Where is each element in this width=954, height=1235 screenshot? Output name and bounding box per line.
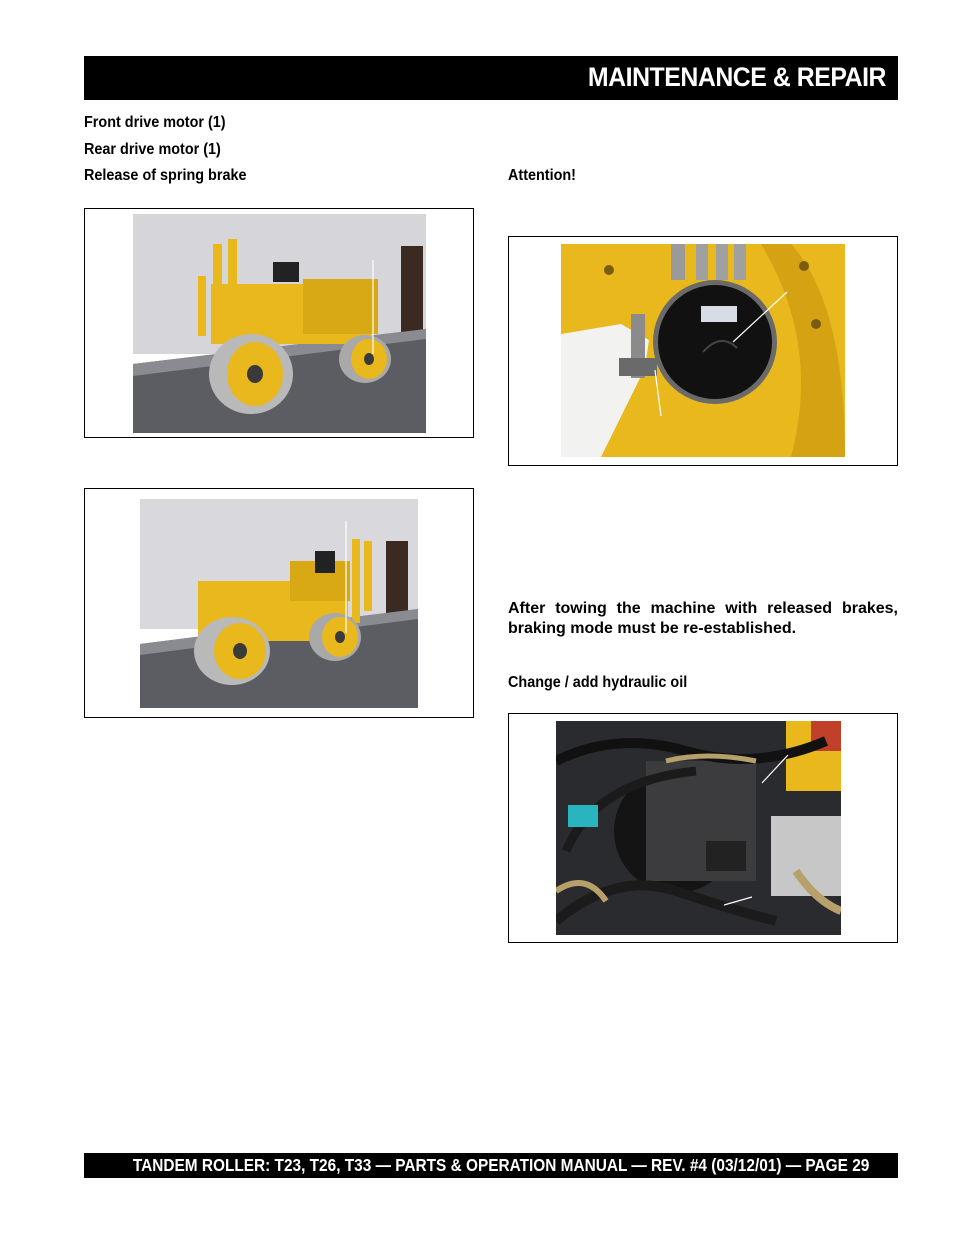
spring-brake-figure-frame — [508, 236, 898, 466]
front-drive-motor-label: Front drive motor (1) — [84, 114, 226, 131]
brake-release-photo — [561, 244, 845, 457]
page-title: MAINTENANCE & REPAIR — [587, 62, 886, 92]
front-motor-figure-frame — [84, 208, 474, 438]
hydraulic-pump-photo — [556, 721, 841, 935]
hydraulic-oil-figure-frame — [508, 713, 898, 943]
page-footer — [84, 1153, 898, 1178]
rear-drive-motor-label: Rear drive motor (1) — [84, 141, 221, 158]
footer-text: TANDEM ROLLER: T23, T26, T33 — PARTS & OPERATION MANUAL — REV. #4 (03/12/01) — PAGE 29 — [132, 1155, 870, 1175]
attention-label: Attention! — [508, 167, 576, 184]
spring-brake-label: Release of spring brake — [84, 167, 247, 184]
hydraulic-oil-heading: Change / add hydraulic oil — [508, 674, 688, 691]
roller-front-photo — [133, 214, 426, 433]
page-header — [84, 56, 898, 100]
towing-note: After towing the machine with released brakes, braking mode must be re-established. — [508, 600, 898, 637]
roller-rear-photo — [140, 499, 418, 708]
rear-motor-figure-frame — [84, 488, 474, 718]
